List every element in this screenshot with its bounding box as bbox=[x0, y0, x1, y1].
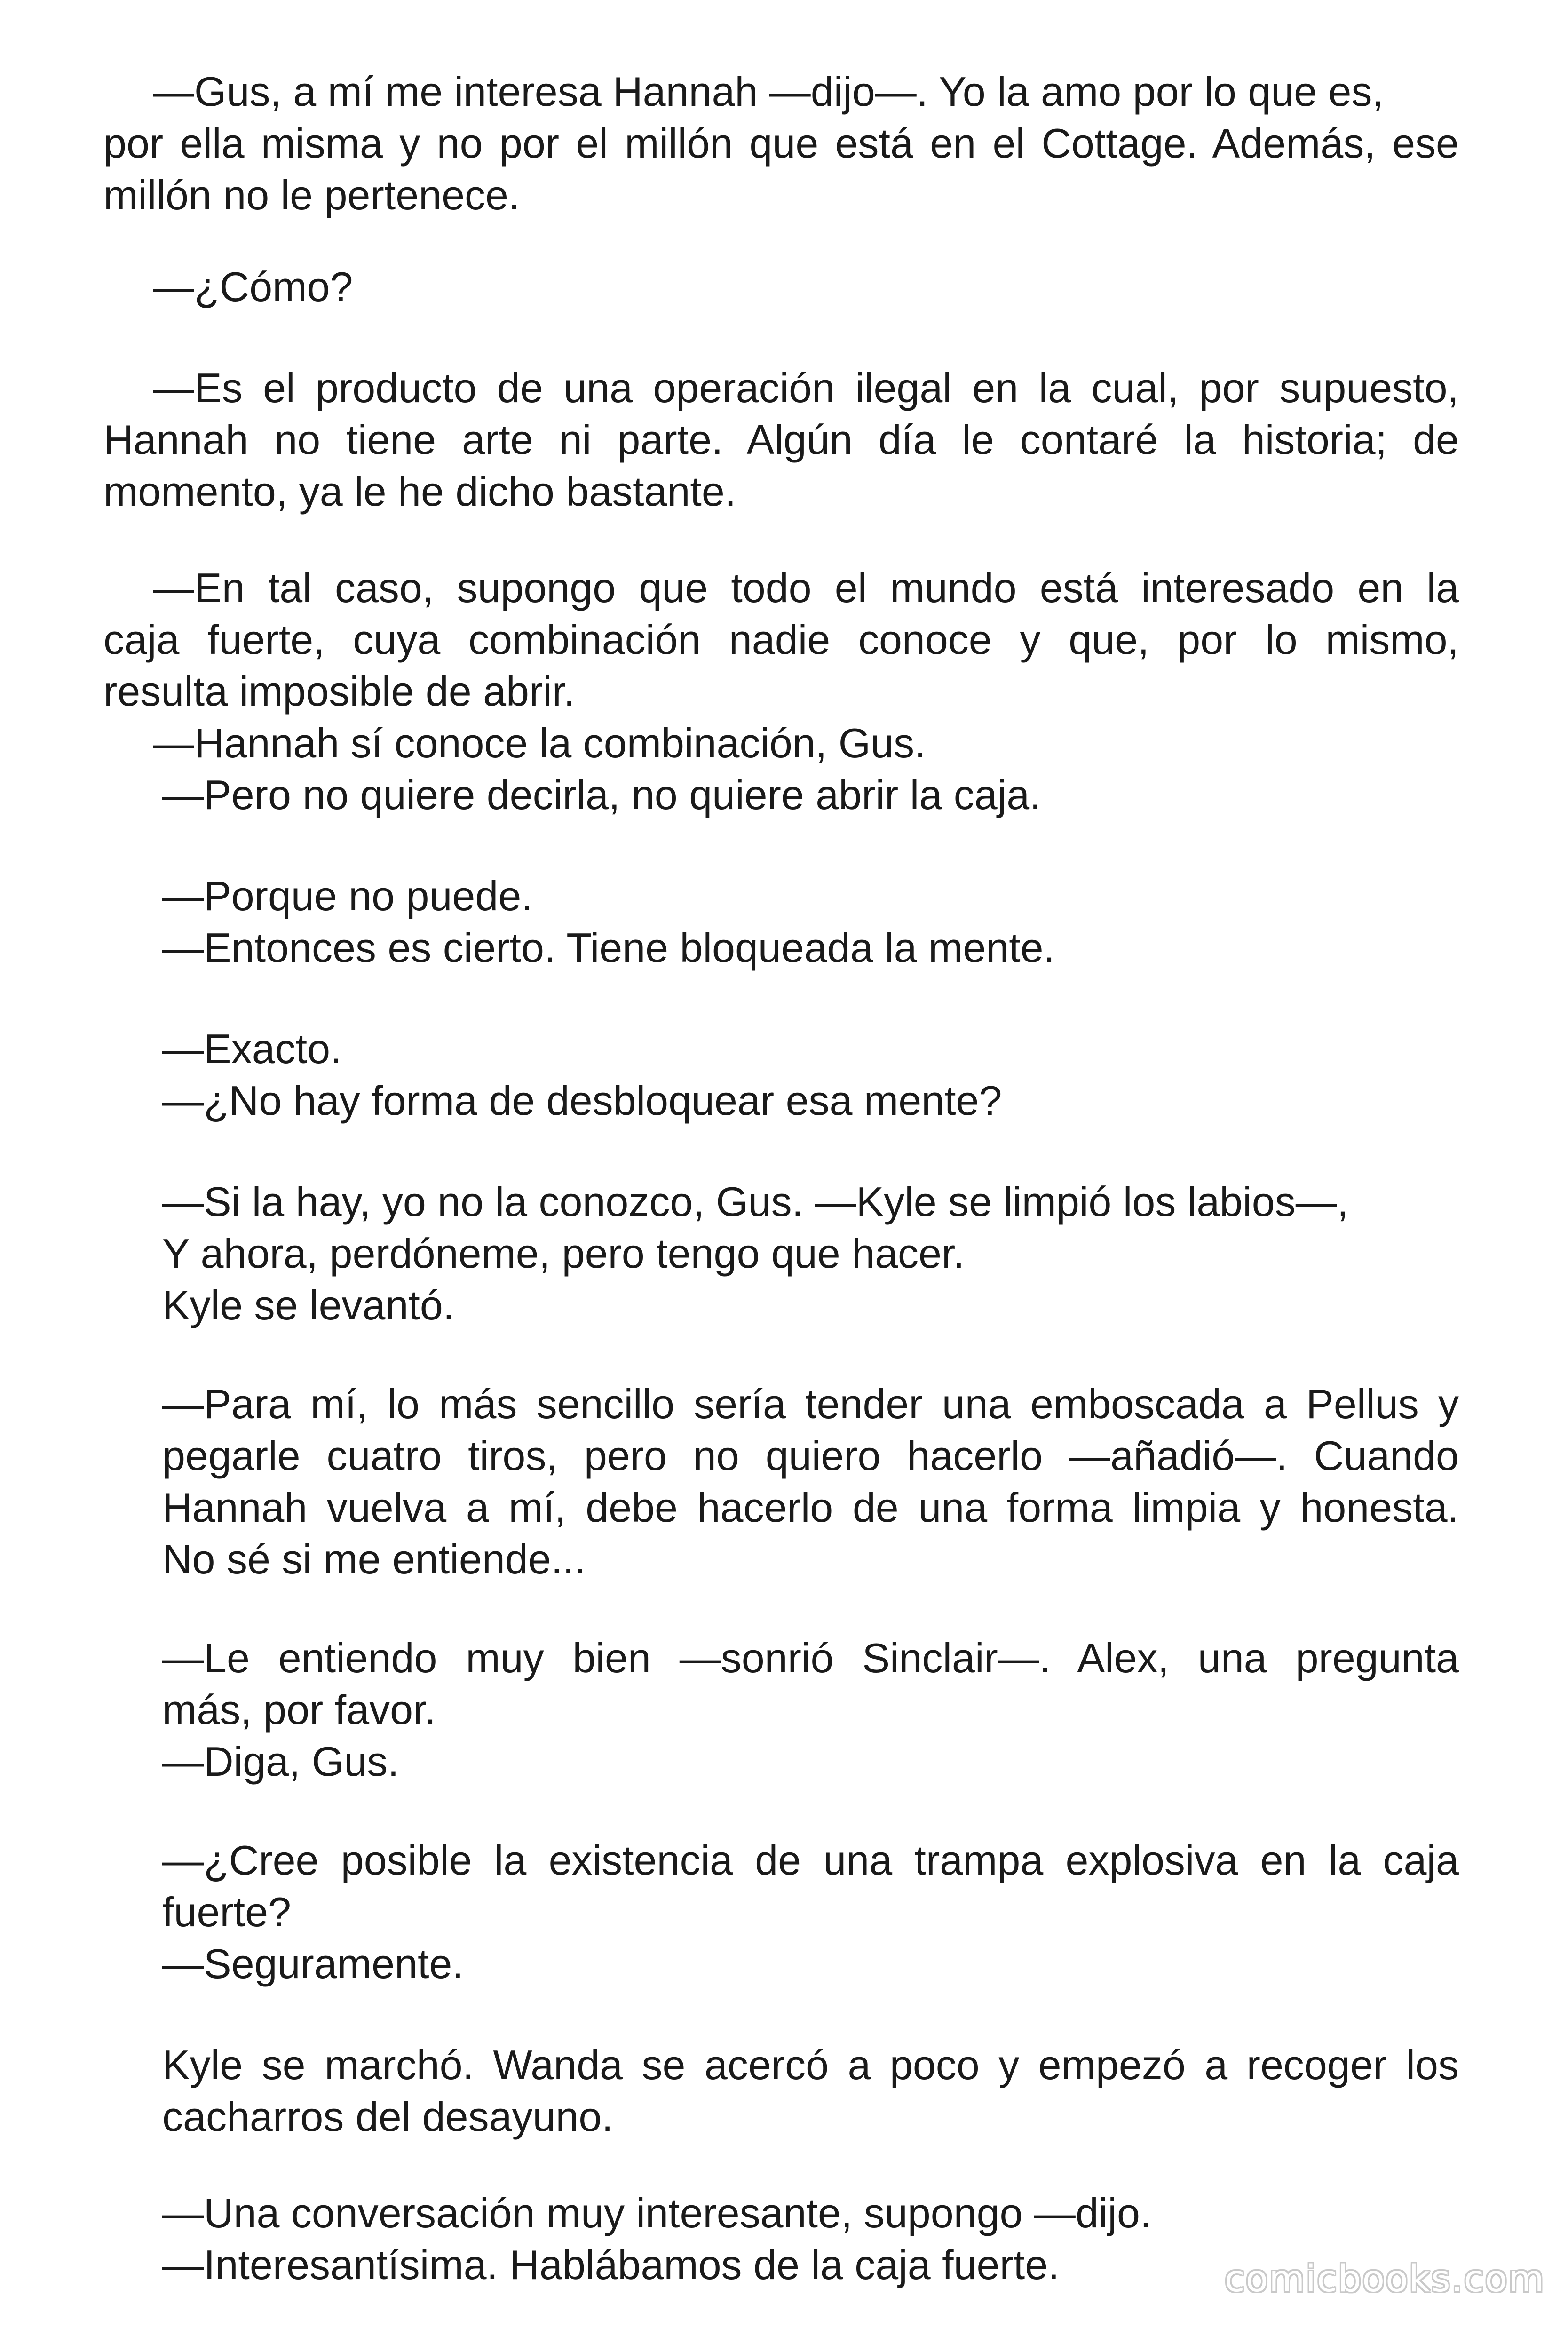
text-line: Kyle se marchó. Wanda se acercó a poco y empezó a recoger los bbox=[162, 2042, 1459, 2088]
text-line: Y ahora, perdóneme, pero tengo que hacer. bbox=[162, 1230, 965, 1277]
text-line: —Si la hay, yo no la conozco, Gus. —Kyle se limpió los labios—, bbox=[162, 1178, 1349, 1225]
text-line: —Seguramente. bbox=[162, 1940, 464, 1987]
paragraph bbox=[162, 1938, 1459, 1990]
text-line: —Una conversación muy interesante, supongo —dijo. bbox=[162, 2190, 1152, 2236]
text-line: —Porque no puede. bbox=[162, 873, 533, 919]
paragraph bbox=[103, 562, 1459, 717]
text-line: Hannah no tiene arte ni parte. Algún día le contaré la historia; de bbox=[103, 416, 1459, 463]
text-line: momento, ya le he dicho bastante. bbox=[103, 468, 736, 515]
text-line: pegarle cuatro tiros, pero no quiero hacerlo —añadió—. Cuando bbox=[162, 1432, 1459, 1479]
text-line: —Hannah sí conoce la combinación, Gus. bbox=[153, 720, 926, 766]
paragraph bbox=[162, 1736, 1459, 1788]
text-line: millón no le pertenece. bbox=[103, 172, 520, 218]
text-line: No sé si me entiende... bbox=[162, 1536, 586, 1582]
paragraph bbox=[162, 769, 1459, 821]
text-line: —Diga, Gus. bbox=[162, 1738, 399, 1785]
paragraph bbox=[162, 1228, 1459, 1279]
watermark: comicbooks.com bbox=[1224, 2258, 1545, 2300]
paragraph bbox=[162, 870, 1459, 922]
paragraph bbox=[103, 362, 1459, 517]
paragraph bbox=[162, 2187, 1459, 2239]
text-line: —Es el producto de una operación ilegal en la cual, por supuesto, bbox=[153, 365, 1459, 411]
paragraph bbox=[162, 2039, 1459, 2143]
text-line: —Entonces es cierto. Tiene bloqueada la mente. bbox=[162, 924, 1055, 971]
text-line: —Le entiendo muy bien —sonrió Sinclair—. Alex, una pregunta bbox=[162, 1635, 1459, 1681]
paragraph bbox=[103, 717, 1459, 769]
paragraph bbox=[162, 1835, 1459, 1938]
text-line: caja fuerte, cuya combinación nadie conoce y que, por lo mismo, bbox=[103, 616, 1459, 663]
text-line: —Para mí, lo más sencillo sería tender una emboscada a Pellus y bbox=[162, 1381, 1459, 1427]
paragraph bbox=[162, 1378, 1459, 1585]
paragraph bbox=[103, 261, 1459, 313]
paragraph bbox=[162, 1023, 1459, 1075]
text-line: Kyle se levantó. bbox=[162, 1282, 455, 1328]
text-line: —Pero no quiere decirla, no quiere abrir la caja. bbox=[162, 771, 1041, 818]
paragraph bbox=[162, 1176, 1459, 1228]
text-line: —En tal caso, supongo que todo el mundo está interesado en la bbox=[153, 564, 1459, 611]
text-line: más, por favor. bbox=[162, 1686, 436, 1733]
text-line: —¿No hay forma de desbloquear esa mente? bbox=[162, 1077, 1002, 1124]
text-line: —Exacto. bbox=[162, 1025, 342, 1072]
text-line: —¿Cree posible la existencia de una trampa explosiva en la caja bbox=[162, 1837, 1459, 1883]
paragraph bbox=[162, 922, 1459, 974]
text-line: por ella misma y no por el millón que está en el Cottage. Además, ese bbox=[103, 120, 1459, 167]
paragraph bbox=[162, 1075, 1459, 1127]
text-line: Hannah vuelva a mí, debe hacerlo de una forma limpia y honesta. bbox=[162, 1484, 1459, 1531]
text-line: cacharros del desayuno. bbox=[162, 2093, 613, 2140]
text-line: —Gus, a mí me interesa Hannah —dijo—. Yo la amo por lo que es, bbox=[153, 68, 1384, 115]
paragraph bbox=[162, 1279, 1459, 1331]
text-line: —Interesantísima. Hablábamos de la caja fuerte. bbox=[162, 2241, 1060, 2288]
paragraph bbox=[103, 66, 1459, 221]
text-line: fuerte? bbox=[162, 1889, 291, 1935]
text-line: —¿Cómo? bbox=[153, 263, 353, 310]
paragraph bbox=[162, 1632, 1459, 1736]
text-line: resulta imposible de abrir. bbox=[103, 668, 575, 715]
